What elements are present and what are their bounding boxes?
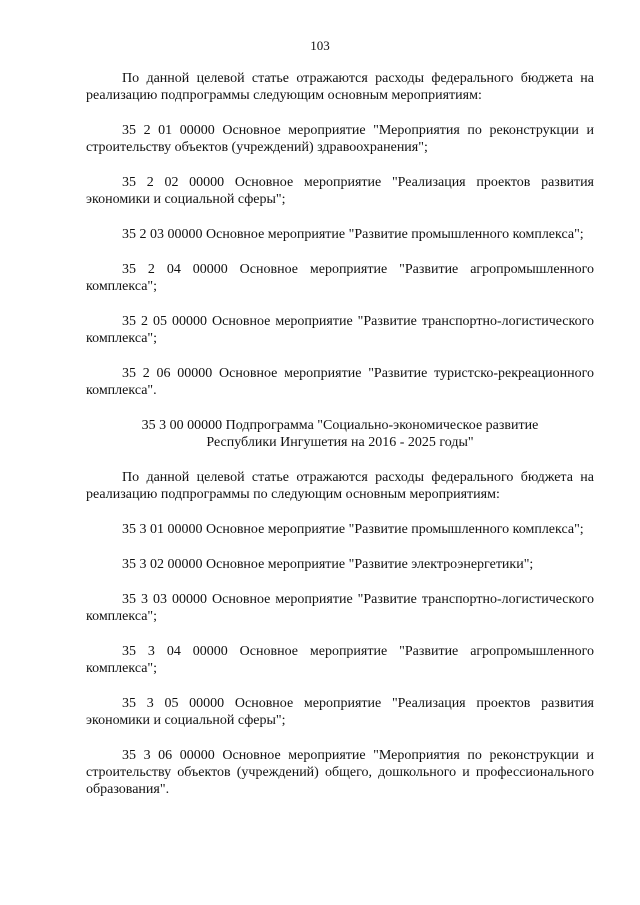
paragraph-item-35-2-02: 35 2 02 00000 Основное мероприятие "Реализация проектов развития экономики и социальной сферы"; [86,175,594,207]
page-number: 103 [310,38,330,53]
paragraph-item-35-2-04: 35 2 04 00000 Основное мероприятие "Развитие агропромышленного комплекса"; [86,262,594,294]
paragraph-item-35-2-03: 35 2 03 00000 Основное мероприятие "Развитие промышленного комплекса"; [122,227,584,242]
paragraph-item-35-3-05: 35 3 05 00000 Основное мероприятие "Реализация проектов развития экономики и социальной сферы"; [86,696,594,728]
paragraph-item-35-3-02: 35 3 02 00000 Основное мероприятие "Развитие электроэнергетики"; [122,557,534,572]
paragraph-item-35-3-06: 35 3 06 00000 Основное мероприятие "Мероприятия по реконструкции и строительству объектов (учреждений) общего, дошкольного и профессионального образования". [86,748,594,797]
paragraph-intro-subprogram-2: По данной целевой статье отражаются расходы федерального бюджета на реализацию подпрограммы следующим основным мероприятиям: [86,71,594,103]
paragraph-item-35-2-06: 35 2 06 00000 Основное мероприятие "Развитие туристско-рекреационного комплекса". [86,366,594,398]
paragraph-intro-subprogram-3: По данной целевой статье отражаются расходы федерального бюджета на реализацию подпрограммы по следующим основным мероприятиям: [86,470,594,502]
paragraph-item-35-3-03: 35 3 03 00000 Основное мероприятие "Развитие транспортно-логистического комплекса"; [86,592,594,624]
paragraph-item-35-2-05: 35 2 05 00000 Основное мероприятие "Развитие транспортно-логистического комплекса"; [86,314,594,346]
paragraph-item-35-3-01: 35 3 01 00000 Основное мероприятие "Развитие промышленного комплекса"; [122,522,584,537]
paragraph-item-35-3-04: 35 3 04 00000 Основное мероприятие "Развитие агропромышленного комплекса"; [86,644,594,676]
document-body [86,70,594,816]
paragraph-item-35-2-01: 35 2 01 00000 Основное мероприятие "Мероприятия по реконструкции и строительству объектов (учреждений) здравоохранения"; [86,123,594,155]
section-heading-subprogram-3: 35 3 00 00000 Подпрограмма "Социально-экономическое развитие Республики Ингушетия на 2016 - 2025 годы" [141,418,539,450]
